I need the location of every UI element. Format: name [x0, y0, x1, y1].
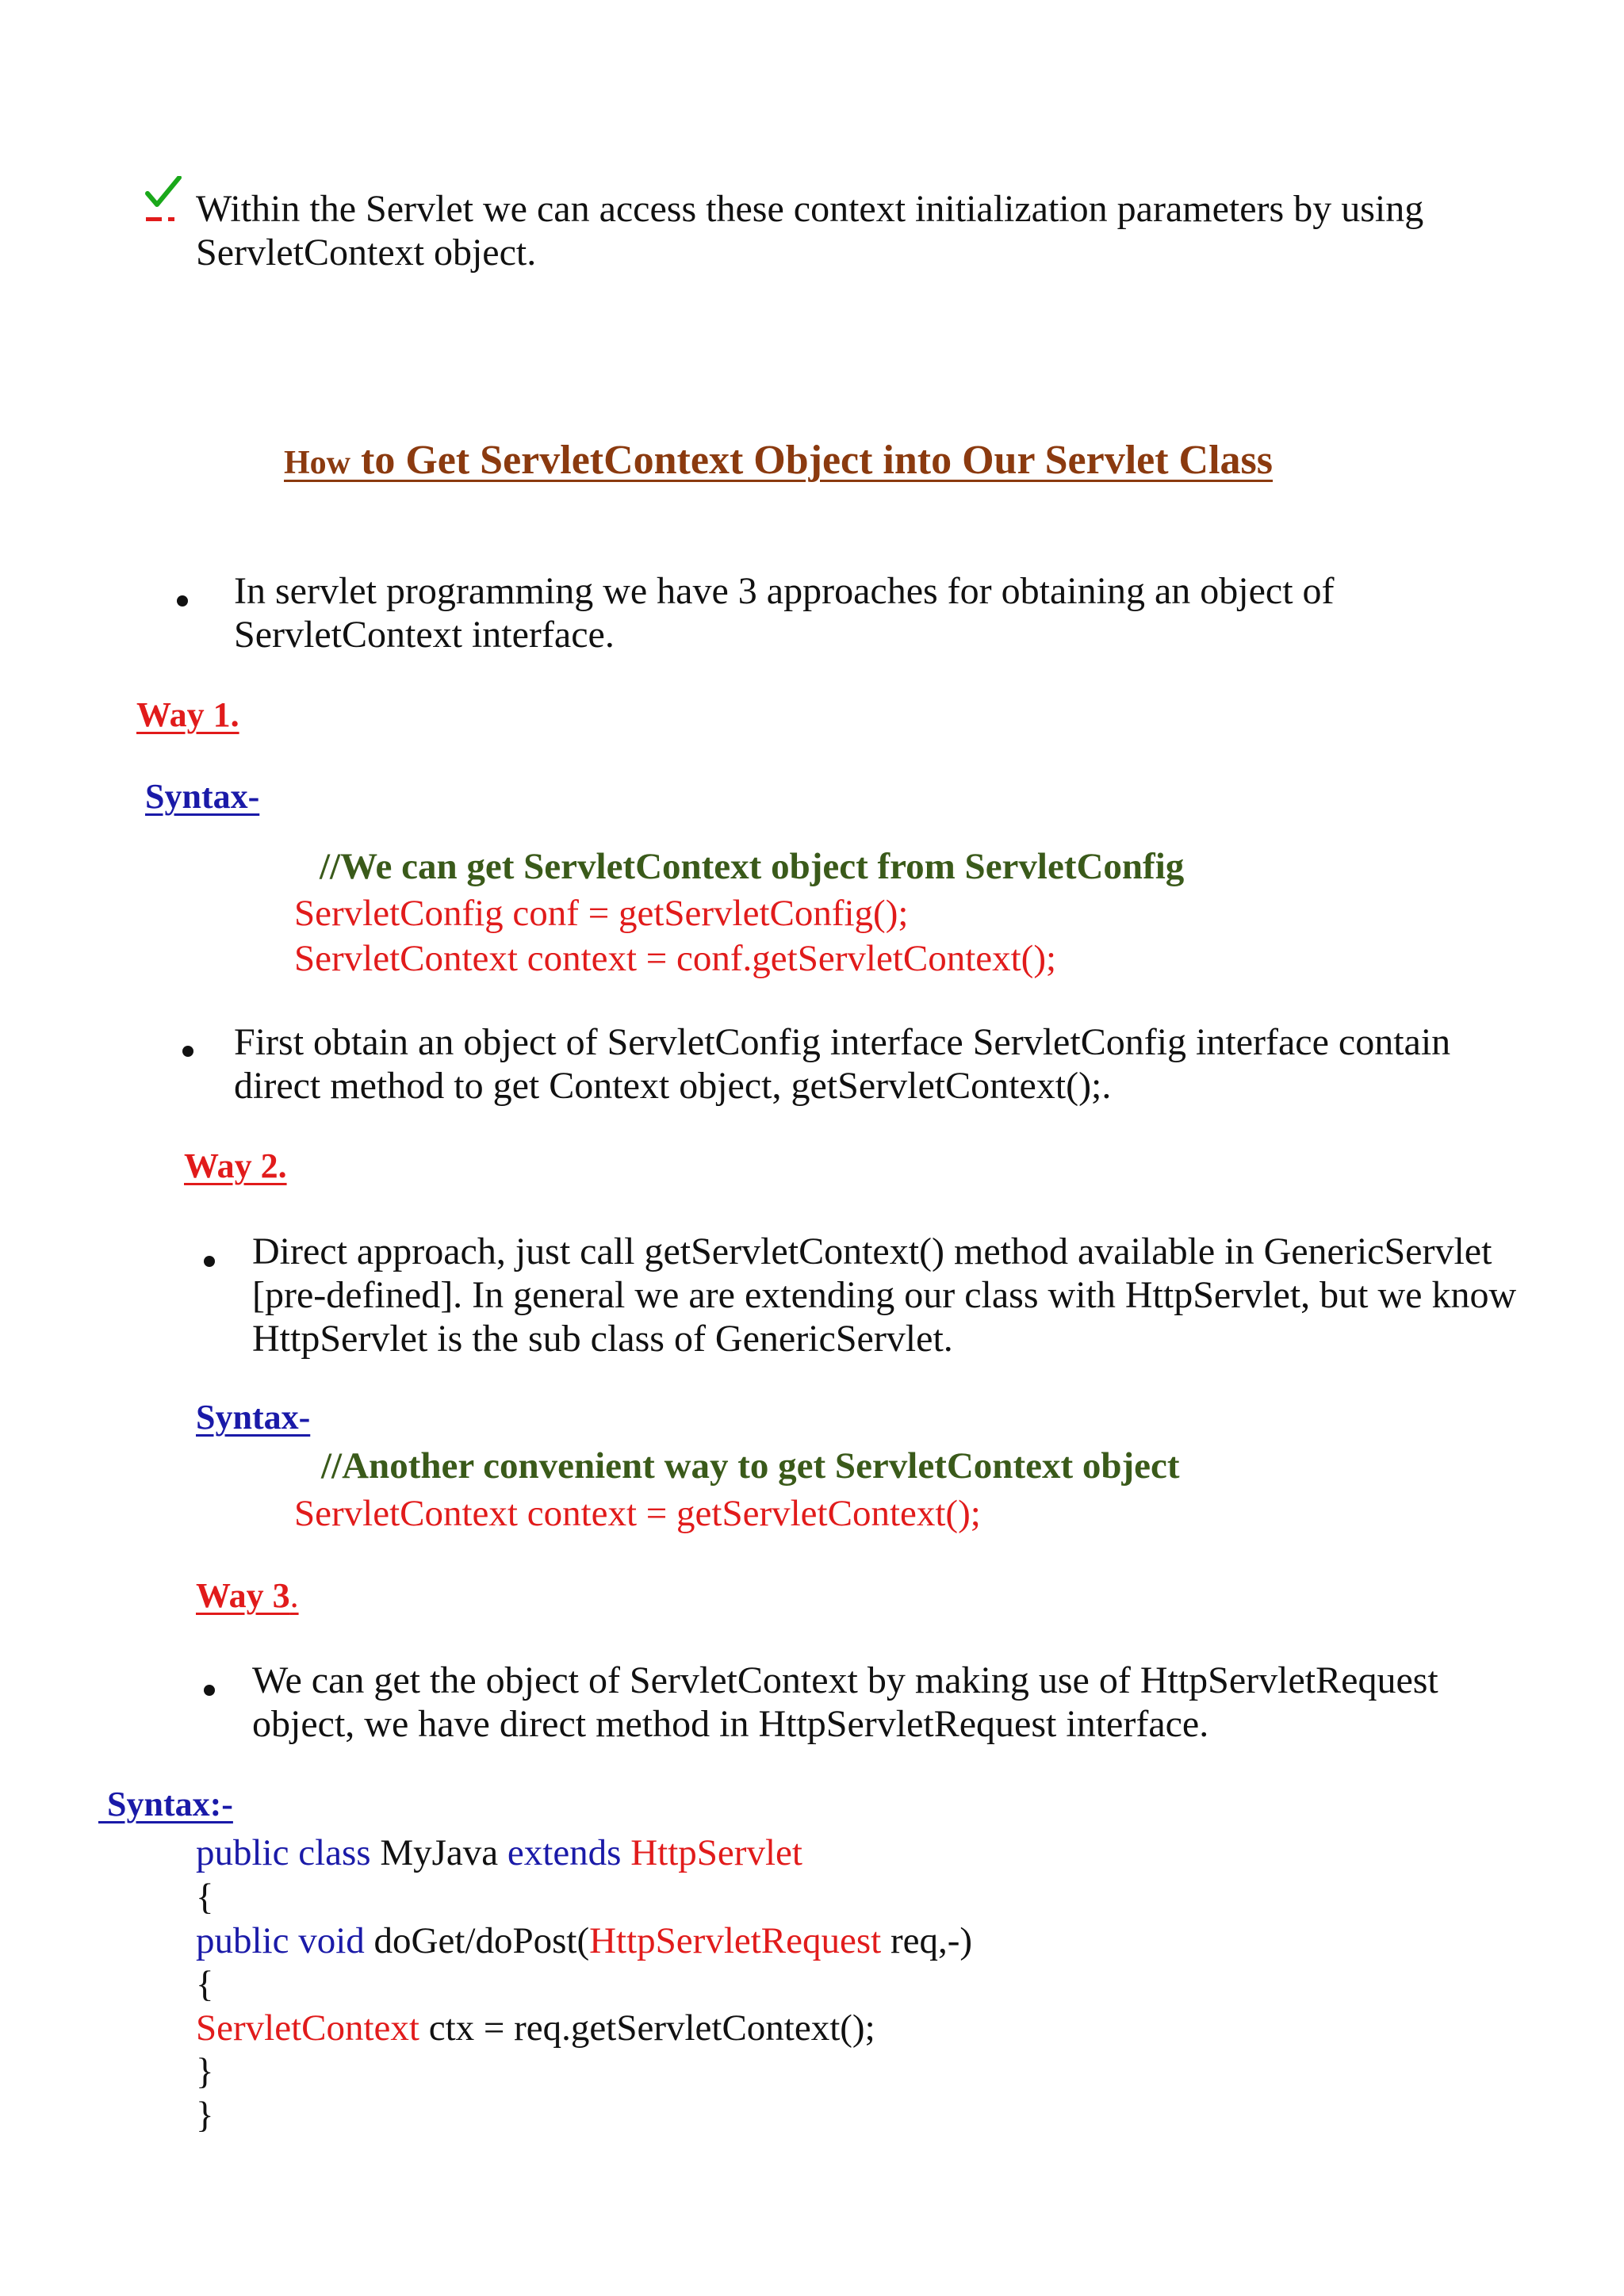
- way-2-bullet-line-3: HttpServlet is the sub class of GenericServlet.: [252, 1318, 953, 1360]
- code-type: HttpServletRequest: [589, 1920, 882, 1961]
- way-3-label-dot: .: [289, 1576, 299, 1615]
- bullet-dot: [177, 595, 188, 607]
- code-keyword: extends: [507, 1832, 622, 1873]
- code-type: ServletContext: [196, 2007, 419, 2049]
- code-line-brace: }: [196, 2095, 214, 2136]
- way-1-label: Way 1.: [136, 695, 239, 734]
- way-1-bullet-line-1: First obtain an object of ServletConfig interface ServletConfig interface contain: [234, 1021, 1451, 1063]
- code-type: HttpServlet: [621, 1832, 802, 1873]
- way-2-comment: //Another convenient way to get ServletContext object: [321, 1445, 1180, 1487]
- intro-line-2: ServletContext object.: [196, 232, 537, 274]
- bullet-dot: [204, 1685, 215, 1696]
- code-line-statement: [196, 2007, 875, 2049]
- section-heading: [284, 437, 1273, 484]
- way-2-bullet-line-1: Direct approach, just call getServletContext() method available in GenericServlet: [252, 1230, 1492, 1272]
- code-method-name: doGet/doPost(: [364, 1920, 590, 1961]
- code-statement-rest: ctx = req.getServletContext();: [419, 2007, 875, 2049]
- way-3-bullet-line-2: object, we have direct method in HttpServletRequest interface.: [252, 1703, 1209, 1745]
- approaches-line-2: ServletContext interface.: [234, 614, 615, 656]
- way-1-code-line-1: ServletConfig conf = getServletConfig();: [294, 893, 909, 934]
- way-3-syntax-text: Syntax:-: [107, 1785, 233, 1823]
- way-1-syntax-label: Syntax-: [145, 777, 260, 816]
- heading-how: How: [284, 445, 350, 481]
- way-3-label: [196, 1575, 299, 1616]
- way-3-label-word: Way 3: [196, 1576, 290, 1615]
- heading-rest: to Get ServletContext Object into Our Servlet Class: [361, 438, 1274, 483]
- bullet-dot: [204, 1256, 215, 1267]
- code-keyword: public class: [196, 1832, 371, 1873]
- code-line-method-decl: [196, 1919, 972, 1962]
- checkmark-icon: [144, 176, 184, 233]
- code-line-brace: {: [196, 1877, 214, 1918]
- way-2-code-line-1: ServletContext context = getServletContext();: [294, 1493, 981, 1534]
- way-2-label: Way 2.: [184, 1146, 287, 1185]
- way-1-code-line-2: ServletContext context = conf.getServletContext();: [294, 938, 1057, 979]
- intro-line-1: Within the Servlet we can access these context initialization parameters by using: [196, 188, 1424, 230]
- way-2-bullet-line-2: [pre-defined]. In general we are extending our class with HttpServlet, but we know: [252, 1274, 1517, 1316]
- way-1-bullet-line-2: direct method to get Context object, getServletContext();.: [234, 1065, 1112, 1107]
- way-3-syntax-label: [98, 1784, 233, 1824]
- code-params: req,-): [881, 1920, 973, 1961]
- code-class-name: MyJava: [370, 1832, 508, 1873]
- code-line-brace: }: [196, 2051, 214, 2092]
- bullet-dot: [182, 1046, 193, 1057]
- way-3-bullet-line-1: We can get the object of ServletContext by making use of HttpServletRequest: [252, 1659, 1438, 1701]
- approaches-line-1: In servlet programming we have 3 approaches for obtaining an object of: [234, 570, 1335, 612]
- code-line-class-decl: [196, 1831, 802, 1874]
- code-keyword: public void: [196, 1920, 365, 1961]
- way-1-comment: //We can get ServletContext object from ServletConfig: [320, 846, 1185, 887]
- code-line-brace: {: [196, 1964, 214, 2005]
- way-2-syntax-label: Syntax-: [196, 1398, 311, 1437]
